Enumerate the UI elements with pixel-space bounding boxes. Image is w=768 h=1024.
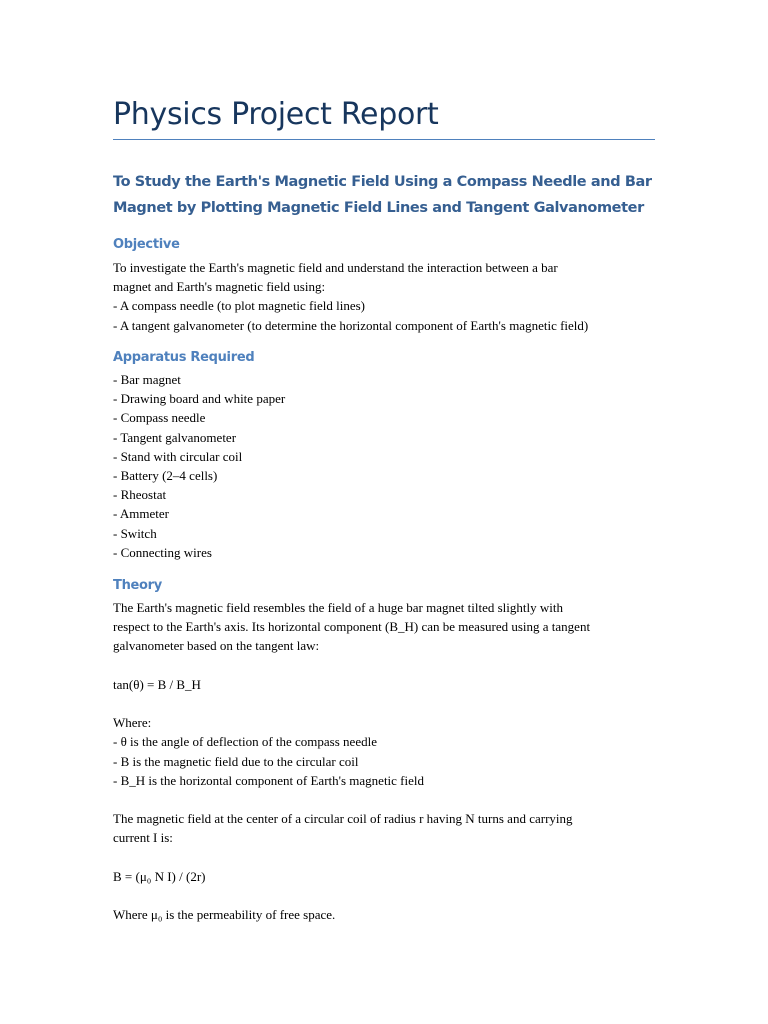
tangent-law-formula: tan(θ) = B / B_H — [113, 676, 201, 692]
apparatus-item: - Connecting wires — [113, 544, 212, 560]
subtitle-line: To Study the Earth's Magnetic Field Using a Compass Needle and Bar — [113, 174, 652, 190]
paragraph-spacer — [113, 694, 658, 713]
where-label: Where: — [113, 715, 152, 731]
paragraph-spacer — [113, 886, 658, 905]
apparatus-list — [113, 370, 658, 562]
apparatus-heading: Apparatus Required — [113, 350, 255, 365]
theory-body — [113, 598, 658, 924]
apparatus-item: - Switch — [113, 525, 157, 541]
document-title: Physics Project Report — [113, 97, 439, 132]
coil-field-line: The magnetic field at the center of a circular coil of radius r having N turns and carrying — [113, 811, 573, 827]
paragraph-spacer — [113, 656, 658, 675]
where-item: - θ is the angle of deflection of the compass needle — [113, 734, 377, 750]
apparatus-item: - Battery (2–4 cells) — [113, 468, 218, 484]
apparatus-item: - Compass needle — [113, 410, 206, 426]
apparatus-item: - Ammeter — [113, 506, 169, 522]
coil-field-line: current I is: — [113, 830, 173, 846]
paragraph-spacer — [113, 790, 658, 809]
objective-line: - A tangent galvanometer (to determine the horizontal component of Earth's magnetic field) — [113, 317, 589, 333]
where-item: - B_H is the horizontal component of Earth's magnetic field — [113, 772, 425, 788]
apparatus-item: - Tangent galvanometer — [113, 429, 237, 445]
theory-line: respect to the Earth's axis. Its horizontal component (B_H) can be measured using a tangent — [113, 619, 591, 635]
document-subtitle — [113, 169, 658, 221]
coil-field-formula: B = (μ₀ N I) / (2r) — [113, 868, 206, 884]
theory-line: The Earth's magnetic field resembles the field of a huge bar magnet tilted slightly with — [113, 600, 563, 615]
apparatus-item: - Rheostat — [113, 487, 167, 503]
objective-line: To investigate the Earth's magnetic field and understand the interaction between a bar — [113, 260, 558, 275]
permeability-note: Where μ₀ is the permeability of free space. — [113, 907, 336, 923]
paragraph-spacer — [113, 848, 658, 867]
apparatus-item: - Stand with circular coil — [113, 448, 243, 464]
apparatus-item: - Bar magnet — [113, 372, 181, 387]
title-underline — [113, 139, 655, 140]
where-item: - B is the magnetic field due to the circular coil — [113, 753, 359, 769]
objective-heading: Objective — [113, 237, 180, 252]
objective-line: magnet and Earth's magnetic field using: — [113, 279, 326, 295]
objective-body — [113, 258, 658, 335]
theory-line: galvanometer based on the tangent law: — [113, 638, 320, 654]
objective-line: - A compass needle (to plot magnetic field lines) — [113, 298, 365, 314]
theory-heading: Theory — [113, 578, 162, 593]
subtitle-line: Magnet by Plotting Magnetic Field Lines and Tangent Galvanometer — [113, 200, 644, 216]
apparatus-item: - Drawing board and white paper — [113, 391, 286, 407]
